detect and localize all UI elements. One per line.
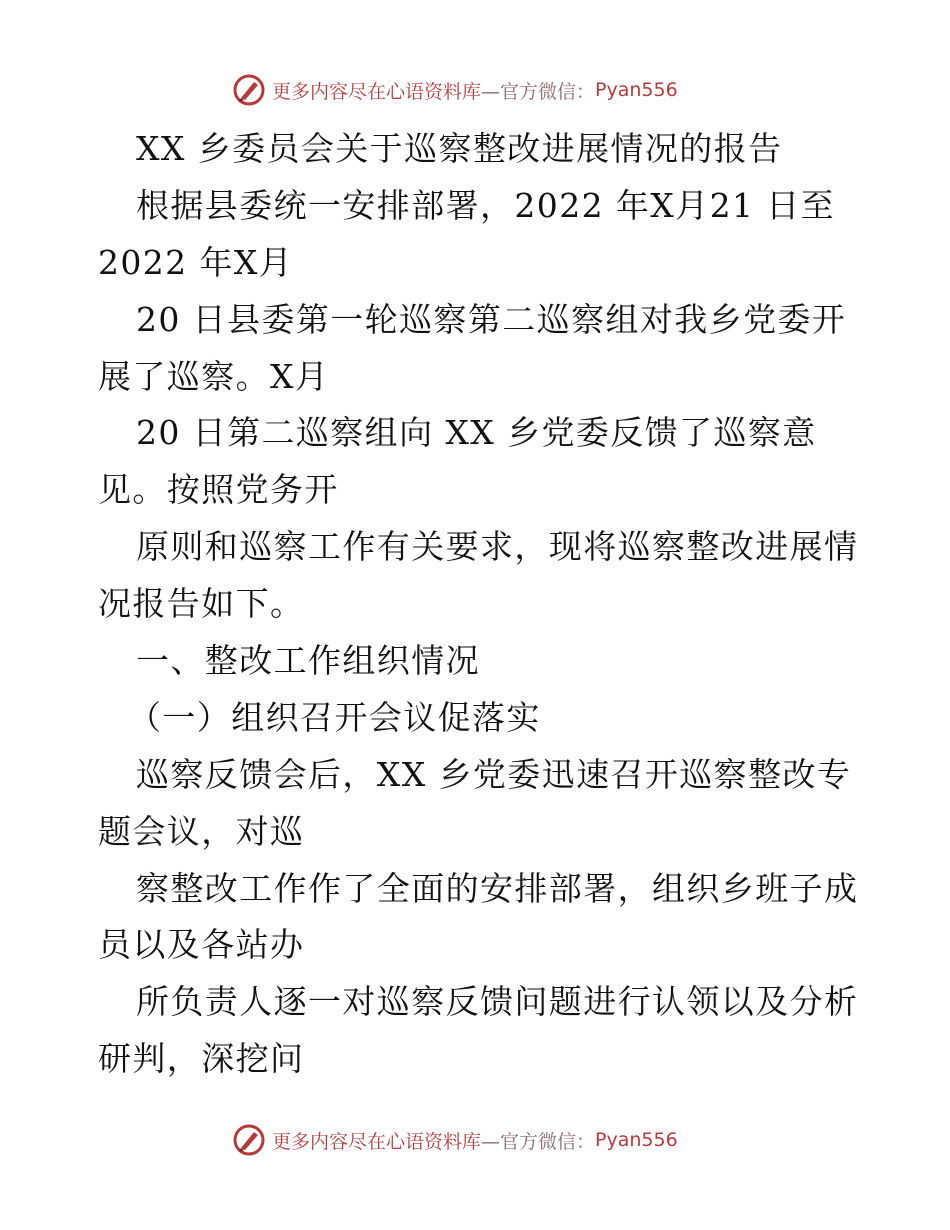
paragraph-line: 所负责人逐一对巡察反馈问题进行认领以及分析 [136, 982, 859, 1022]
paragraph-line: 20 日县委第一轮巡察第二巡察组对我乡党委开 [136, 299, 847, 339]
section-heading: 一、整改工作组织情况 [136, 641, 480, 681]
pen-logo-icon [232, 73, 266, 107]
pen-logo-icon [232, 1123, 266, 1157]
paragraph-line: 察整改工作作了全面的安排部署，组织乡班子成 [136, 868, 859, 908]
watermark-dash: —官方微信： [481, 80, 596, 103]
watermark-wechat: Pyan556 [595, 1129, 678, 1151]
paragraph-line: 2022 年X月 [98, 242, 294, 282]
watermark-dash: —官方微信： [481, 1130, 596, 1153]
paragraph-line: 20 日第二巡察组向 XX 乡党委反馈了巡察意 [136, 413, 817, 453]
document-body [98, 121, 858, 1088]
subsection-heading: （一）组织召开会议促落实 [128, 697, 541, 737]
paragraph-line: 况报告如下。 [98, 584, 305, 624]
watermark-footer [232, 1120, 678, 1160]
watermark-header [232, 70, 678, 110]
watermark-brand: 更多内容尽在心语资料库 [272, 80, 482, 103]
watermark-wechat: Pyan556 [595, 79, 678, 101]
paragraph-line: 员以及各站办 [98, 925, 305, 965]
paragraph-line: 题会议，对巡 [98, 811, 305, 851]
paragraph-line: 原则和巡察工作有关要求，现将巡察整改进展情 [136, 527, 859, 567]
paragraph-line: 根据县委统一安排部署，2022 年X月21 日至 [136, 185, 836, 225]
paragraph-line: 见。按照党务开 [98, 470, 339, 510]
paragraph-line: 研判，深挖问 [98, 1039, 305, 1079]
document-title: XX 乡委员会关于巡察整改进展情况的报告 [136, 129, 783, 168]
paragraph-line: 展了巡察。X月 [98, 356, 330, 396]
paragraph-line: 巡察反馈会后，XX 乡党委迅速召开巡察整改专 [136, 754, 852, 794]
watermark-brand: 更多内容尽在心语资料库 [272, 1130, 482, 1153]
